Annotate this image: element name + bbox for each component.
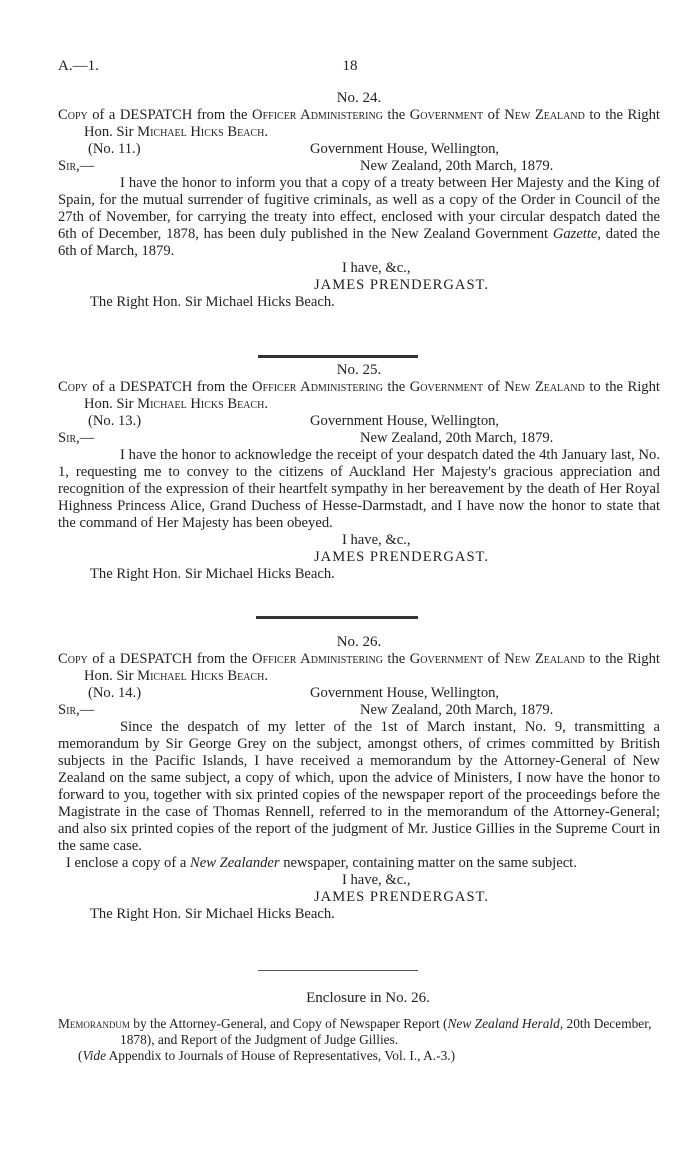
despatch-24: [58, 90, 660, 311]
enclosure-description: Memorandum by the Attorney-General, and Copy of Newspaper Report (New Zealand Herald, 20th December, 1878), and Report of the Judgment of Judge Gillies.: [58, 1016, 652, 1047]
despatch-place: Government House, Wellington,: [310, 685, 500, 701]
reference-row: [58, 141, 660, 158]
closing: I have, &c.,: [342, 532, 411, 548]
addressee: The Right Hon. Sir Michael Hicks Beach.: [90, 294, 335, 310]
despatch-body: Since the despatch of my letter of the 1st of March instant, No. 9, transmitting a memorandum by Sir George Grey on the subject, amongst others, of crimes committed by British subjects in the Pacific Islands, I have received a memorandum by the Attorney-General of New Zealand on the same subject, a copy of which, upon the advice of Ministers, I now have the honor to forward to you, together with six printed copies of the newspaper report of the proceedings before the Magistrate in the case of Thomas Rennell, referred to in the memorandum of the Attorney-General; and also six printed copies of the report of the judgment of Mr. Justice Gillies in the Supreme Court in the same case.: [58, 719, 660, 854]
despatch-body: I have the honor to acknowledge the receipt of your despatch dated the 4th January last, No. 1, requesting me to convey to the citizens of Auckland Her Majesty's gracious appreciation and recognition of the expression of their heartfelt sympathy in her bereavement by the death of Her Royal Highness Princess Alice, Grand Duchess of Hesse-Darmstadt, and I have now the honor to state that the command of Her Majesty has been obeyed.: [58, 447, 660, 531]
salutation-row: [58, 430, 660, 447]
enclosure-title: Enclosure in No. 26.: [306, 990, 430, 1006]
despatch-ref: (No. 14.): [88, 685, 142, 701]
section-divider: [258, 970, 418, 971]
despatch-number: No. 26.: [336, 634, 382, 650]
paper-reference: A.—1.: [58, 58, 99, 74]
section-divider: [258, 355, 418, 358]
despatch-ref: (No. 11.): [88, 141, 141, 157]
section-divider: [256, 616, 418, 619]
despatch-place: Government House, Wellington,: [310, 413, 500, 429]
despatch-25: [58, 362, 660, 583]
reference-row: [58, 685, 660, 702]
enclosure: [58, 990, 678, 1064]
signature: JAMES PRENDERGAST.: [314, 549, 490, 565]
enclosure-vide-note: (Vide Appendix to Journals of House of Representatives, Vol. I., A.-3.): [78, 1048, 456, 1063]
salutation: Sir,—: [58, 702, 95, 718]
despatch-date: New Zealand, 20th March, 1879.: [360, 158, 554, 174]
page-number: 18: [342, 58, 358, 74]
reference-row: [58, 413, 660, 430]
despatch-date: New Zealand, 20th March, 1879.: [360, 702, 554, 718]
closing: I have, &c.,: [342, 260, 411, 276]
despatch-number: No. 25.: [336, 362, 382, 378]
despatch-heading: Copy of a DESPATCH from the Officer Administering the Government of New Zealand to the Right Hon. Sir Michael Hicks Beach.: [58, 379, 660, 412]
despatch-body: I have the honor to inform you that a copy of a treaty between Her Majesty and the King of Spain, for the mutual surrender of fugitive criminals, as well as a copy of the Order in Council of the 27th of November, for carrying the treaty into effect, enclosed with your circular despatch dated the 6th of December, 1878, has been duly published in the New Zealand Government Gazette, dated the 6th of March, 1879.: [58, 175, 660, 259]
running-head: [0, 58, 700, 78]
addressee: The Right Hon. Sir Michael Hicks Beach.: [90, 906, 335, 922]
despatch-26: [58, 634, 660, 923]
despatch-date: New Zealand, 20th March, 1879.: [360, 430, 554, 446]
despatch-body-second: I enclose a copy of a New Zealander newspaper, containing matter on the same subject.: [66, 855, 577, 871]
despatch-ref: (No. 13.): [88, 413, 142, 429]
closing: I have, &c.,: [342, 872, 411, 888]
despatch-number: No. 24.: [336, 90, 382, 106]
despatch-place: Government House, Wellington,: [310, 141, 500, 157]
salutation-row: [58, 702, 660, 719]
salutation: Sir,—: [58, 430, 95, 446]
addressee: The Right Hon. Sir Michael Hicks Beach.: [90, 566, 335, 582]
despatch-heading: Copy of a DESPATCH from the Officer Administering the Government of New Zealand to the Right Hon. Sir Michael Hicks Beach.: [58, 107, 660, 140]
signature: JAMES PRENDERGAST.: [314, 889, 490, 905]
salutation-row: [58, 158, 660, 175]
signature: JAMES PRENDERGAST.: [314, 277, 490, 293]
salutation: Sir,—: [58, 158, 95, 174]
despatch-heading: Copy of a DESPATCH from the Officer Administering the Government of New Zealand to the Right Hon. Sir Michael Hicks Beach.: [58, 651, 660, 684]
